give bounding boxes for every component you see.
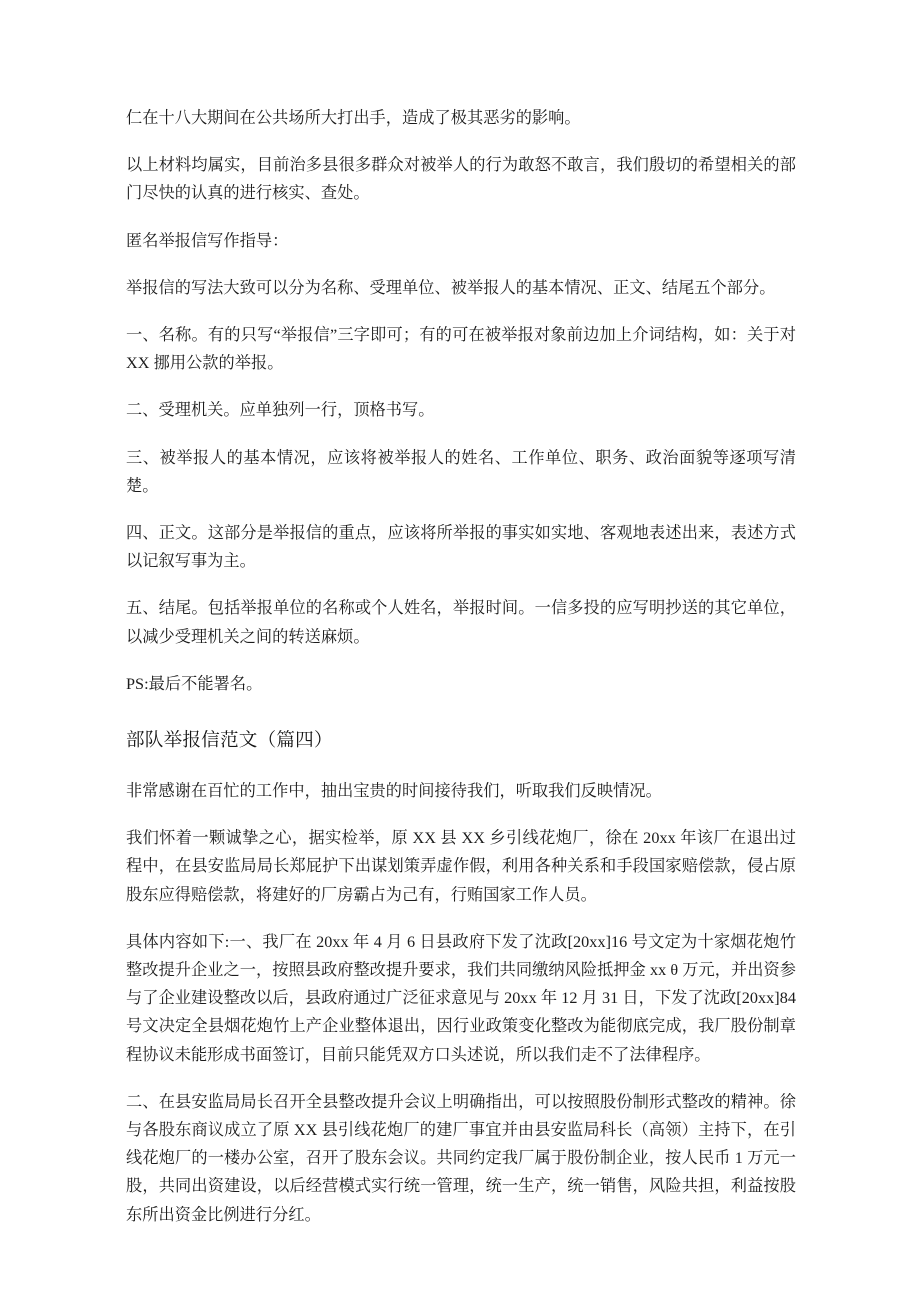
paragraph-report-summary: 我们怀着一颗诚挚之心，据实检举，原 XX 县 XX 乡引线花炮厂，徐在 20xx 年该厂在退出过程中，在县安监局局长郑屁护下出谋划策弄虚作假，利用各种关系和手段国家赔偿款，侵占原股东应得赔偿款，将建好的厂房霸占为己有，行贿国家工作人员。 [126,829,796,904]
paragraph-materials-true: 以上材料均属实，目前治多县很多群众对被举人的行为敢怒不敢言，我们殷切的希望相关的部门尽快的认真的进行核实、查处。 [126,156,796,203]
paragraph-detail-two: 二、在县安监局局长召开全县整改提升会议上明确指出，可以按照股份制形式整改的精神。徐与各股东商议成立了原 XX 县引线花炮厂的建厂事宜并由县安监局科长（高领）主持下，在引线花炮厂的一楼办公室，召开了股东会议。共同约定我厂属于股份制企业，按人民币 1 万元一股，共同出资建设，以后经营模式实行统一管理，统一生产，统一销售，风险共担，利益按股东所出资金比例进行分红。 [126,1092,796,1224]
section-heading-part-four: 部队举报信范文（篇四） [126,730,333,752]
paragraph-ps-note: PS:最后不能署名。 [126,674,263,693]
paragraph-guide-intro: 举报信的写法大致可以分为名称、受理单位、被举报人的基本情况、正文、结尾五个部分。 [126,278,776,297]
paragraph-item-four: 四、正文。这部分是举报信的重点，应该将所举报的事实如实地、客观地表述出来，表述方式以记叙写事为主。 [126,524,796,571]
paragraph-item-five: 五、结尾。包括举报单位的名称或个人姓名，举报时间。一信多投的应写明抄送的其它单位，以减少受理机关之间的转送麻烦。 [126,599,796,646]
paragraph-thanks: 非常感谢在百忙的工作中，抽出宝贵的时间接待我们，听取我们反映情况。 [126,782,662,801]
paragraph-item-one: 一、名称。有的只写“举报信”三字即可；有的可在被举报对象前边加上介词结构，如：关于对 XX 挪用公款的举报。 [126,326,796,373]
paragraph-detail-one: 具体内容如下:一、我厂在 20xx 年 4 月 6 日县政府下发了沈政[20xx]16 号文定为十家烟花炮竹整改提升企业之一，按照县政府整改提升要求，我们共同缴纳风险抵押金 xx θ 万元，并出资参与了企业建设整改以后，县政府通过广泛征求意见与 20xx 年 12 月 31 日，下发了沈政[20xx]84 号文决定全县烟花炮竹上产企业整体退出，因行业政策变化整改为能彻底完成，我厂股份制章程协议未能形成书面签订，目前只能凭双方口头述说，所以我们走不了法律程序。 [126,932,796,1064]
paragraph-item-two: 二、受理机关。应单独列一行，顶格书写。 [126,401,435,420]
paragraph-item-three: 三、被举报人的基本情况，应该将被举报人的姓名、工作单位、职务、政治面貌等逐项写清楚。 [126,448,796,495]
paragraph-continuation: 仁在十八大期间在公共场所大打出手，造成了极其恶劣的影响。 [126,109,581,127]
paragraph-guide-title: 匿名举报信写作指导： [126,231,289,250]
document-body [126,104,796,1229]
